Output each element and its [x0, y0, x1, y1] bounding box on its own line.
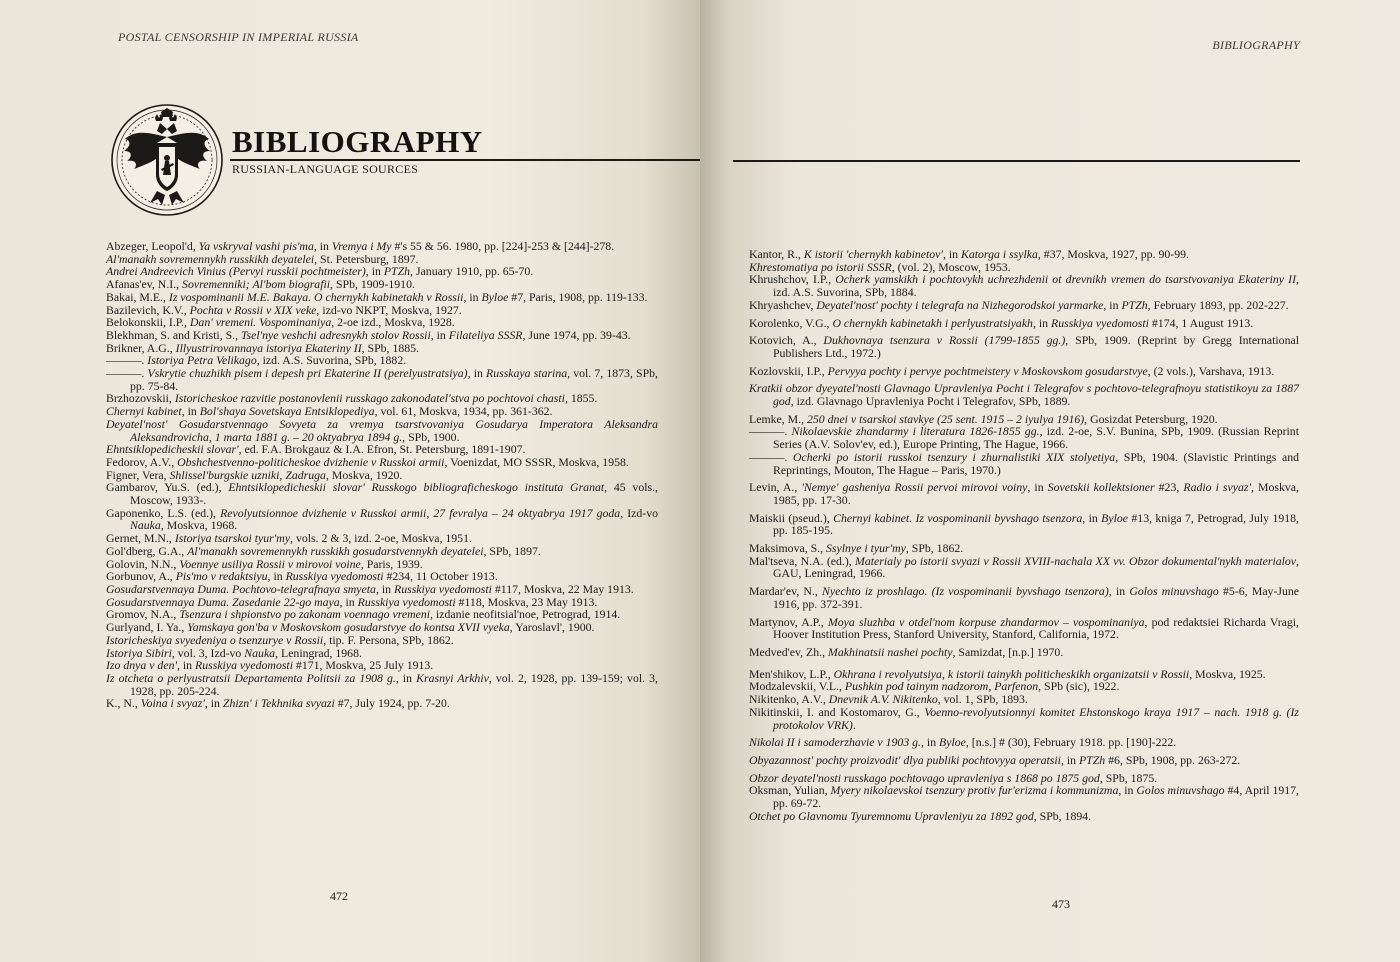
- bibliography-entry: [749, 585, 1299, 610]
- entry-text-segment: St. Petersburg, 1897.: [317, 251, 419, 266]
- entry-text-segment: , SPb, 1909. (Reprint by Gregg International Publishers Ltd., 1972.): [773, 333, 1299, 360]
- entry-text-segment: , in: [1060, 752, 1079, 767]
- entry-text-segment: Maiskii (pseud.),: [749, 510, 834, 525]
- entry-title-segment: Pochta v Rossii v XIX veke: [189, 302, 317, 317]
- entry-text-segment: , Yaroslavl', 1900.: [509, 620, 595, 635]
- entry-text-segment: , izd. 2-oe, S.V. Bunina, SPb, 1909. (Russian Reprint Series (A.V. Solov'ev, ed.), Europe Printing, The Hague, 1966.: [773, 424, 1299, 452]
- entry-title-segment: Ocherki po istorii russkoi tsenzury i zhurnalistiki XIX stolyetiya: [792, 449, 1116, 464]
- entry-title-segment: Voina i svyaz': [140, 696, 205, 711]
- entry-text-segment: Gaponenko, L.S. (ed.),: [106, 505, 221, 520]
- entry-text-segment: Brikner, A.G.,: [106, 340, 176, 355]
- entry-text-segment: , Samizdat, [n.p.] 1970.: [952, 644, 1064, 659]
- entry-text-segment: , Moskva, 1925.: [1189, 666, 1266, 681]
- entry-title-segment: Pervyya pochty i pervye pochtmeistery v Moskovskom gosudarstvye: [827, 363, 1148, 378]
- entry-text-segment: , (2 vols.), Varshava, 1913.: [1147, 363, 1275, 378]
- entry-title-segment: Katorga i ssylka: [960, 247, 1038, 261]
- entry-text-segment: , in: [1118, 783, 1137, 798]
- entry-text-segment: January 1910, pp. 65-70.: [413, 264, 534, 279]
- bibliography-list-right: [749, 248, 1299, 822]
- entry-title-segment: Golos minuvshago: [1136, 783, 1225, 798]
- entry-text-segment: , Leningrad, 1968.: [275, 645, 362, 660]
- right-page: [700, 0, 1400, 962]
- entry-text-segment: Nikitinskii, I. and Kostomarov, G.,: [749, 704, 925, 719]
- entry-title-segment: Revolyutsionnoe dvizhenie v Russkoi armii, 27 fevralya – 24 oktyabrya 1917 goda: [220, 505, 621, 520]
- entry-text-segment: , ed. F.A. Brokgauz & I.A. Efron, St. Petersburg, 1891-1907.: [238, 442, 526, 457]
- entry-text-segment: #'s 55 & 56. 1980, pp. [224]-253 & [244]-278.: [391, 239, 615, 253]
- entry-text-segment: , (vol. 2), Moscow, 1953.: [891, 259, 1011, 274]
- entry-text-segment: Medved'ev, Zh.,: [749, 644, 829, 659]
- entry-text-segment: Kotovich, A.,: [749, 333, 824, 348]
- entry-text-segment: Mardar'ev, N.,: [749, 584, 823, 599]
- entry-title-segment: Istoriya tsarskoi tyur'my: [174, 531, 291, 546]
- entry-text-segment: , in: [921, 735, 940, 750]
- page-title: BIBLIOGRAPHY: [232, 124, 483, 159]
- entry-title-segment: Ocherk yamskikh i pochtovykh uchrezhdenii ot drevnikh vremen do tsarstvovaniya Ekateriny II: [835, 272, 1297, 287]
- entry-title-segment: Byloe: [481, 289, 509, 304]
- entry-text-segment: , in: [1027, 480, 1048, 495]
- entry-title-segment: 250 dnei v tsarskoi stavkye (25 sent. 1915 – 2 iyulya 1916): [807, 411, 1085, 426]
- entry-title-segment: Istoricheskiya svyedeniya o tsenzurye v Rossii: [106, 632, 324, 647]
- entry-text-segment: Figner, Vera,: [106, 467, 170, 482]
- entry-text-segment: ———.: [749, 424, 792, 439]
- entry-title-segment: Voennye usiliya Rossii v mirovoi voine: [179, 556, 361, 571]
- entry-title-segment: Nauka: [244, 645, 276, 660]
- entry-text-segment: , SPb, 1875.: [1099, 770, 1158, 785]
- entry-text-segment: #174, 1 August 1913.: [1148, 315, 1254, 330]
- entry-text-segment: Abzeger, Leopol'd,: [106, 239, 199, 253]
- entry-title-segment: Ehntsiklopedicheskii slovar' Russkogo bibliograficheskogo instituta Granat: [228, 480, 605, 495]
- bibliography-entry: [749, 646, 1299, 659]
- entry-text-segment: , izdanie neofitsial'noe, Petrograd, 1914.: [430, 607, 621, 622]
- entry-text-segment: , in: [267, 569, 286, 584]
- entry-text-segment: Khryashchev,: [749, 297, 817, 312]
- entry-title-segment: Byloe: [939, 735, 966, 750]
- entry-text-segment: Gromov, N.A.,: [106, 607, 180, 622]
- entry-title-segment: Filateliya SSSR,: [448, 327, 526, 342]
- entry-title-segment: Sovremenniki; Al'bom biografii: [182, 277, 331, 292]
- entry-text-segment: , in: [942, 247, 961, 261]
- entry-text-segment: Gambarov, Yu.S. (ed.),: [106, 480, 229, 495]
- bibliography-entry: [749, 425, 1299, 450]
- entry-text-segment: .: [852, 717, 856, 732]
- entry-title-segment: Byloe: [1101, 510, 1129, 525]
- entry-text-segment: vol. 7, 1873, SPb, pp. 75-84.: [130, 366, 659, 393]
- entry-title-segment: Kratkii obzor dyeyatel'nosti Glavnago Upravleniya Pocht i Telegrafov s pochtovo-telegrafnoyu statistikoyu za 1887 god: [749, 381, 1299, 409]
- entry-text-segment: #6, SPb, 1908, pp. 263-272.: [1105, 752, 1241, 767]
- bibliography-entry: [106, 367, 658, 392]
- entry-title-segment: Dan' vremeni. Vospominaniya: [189, 315, 332, 330]
- entry-text-segment: #117, Moskva, 22 May 1913.: [491, 581, 634, 596]
- entry-text-segment: , Moskva, 1985, pp. 17-30.: [773, 480, 1299, 507]
- entry-text-segment: #4, April 1917, pp. 69-72.: [773, 783, 1299, 811]
- entry-text-segment: , [n.s.] # (30), February 1918. pp. [190]-222.: [965, 735, 1177, 750]
- entry-text-segment: Blekhman, S. and Kristi, S.,: [106, 327, 242, 342]
- bibliography-entry: [749, 784, 1299, 809]
- entry-text-segment: , in: [313, 239, 332, 253]
- entry-text-segment: , Izd-vo: [620, 505, 659, 520]
- entry-text-segment: , in: [177, 658, 196, 673]
- entry-text-segment: , 2-oe izd., Moskva, 1928.: [331, 315, 455, 330]
- entry-title-segment: Bol'shaya Sovetskaya Entsiklopediya: [199, 404, 375, 419]
- entry-text-segment: #23,: [1154, 480, 1184, 495]
- entry-title-segment: Yamskaya gon'ba v Moskovskom gosudarstvye do kontsa XVII vyeka: [187, 620, 510, 635]
- entry-text-segment: ———.: [106, 353, 148, 368]
- entry-title-segment: Nauka: [130, 518, 161, 533]
- entry-text-segment: , vol. 1, SPb, 1893.: [937, 692, 1028, 707]
- entry-title-segment: Iz otcheta o perlyustratsii Departamenta Politsii za 1908 g.: [106, 670, 396, 685]
- entry-text-segment: Gurlyand, I. Ya.,: [106, 620, 188, 635]
- entry-text-segment: , SPb (sic), 1922.: [1038, 679, 1120, 694]
- entry-text-segment: #7, Paris, 1908, pp. 119-133.: [508, 289, 648, 304]
- title-rule-right: [733, 160, 1300, 162]
- entry-text-segment: #118, Moskva, 23 May 1913.: [455, 594, 598, 609]
- bibliography-entry: [106, 672, 658, 697]
- entry-title-segment: Gosudarstvennaya Duma. Pochtovo-telegrafnaya smyeta: [106, 581, 376, 596]
- entry-title-segment: Otchet po Glavnomu Tyuremnomu Upravleniyu za 1892 god: [749, 808, 1034, 823]
- entry-text-segment: , vol. 61, Moskva, 1934, pp. 361-362.: [374, 404, 553, 419]
- entry-text-segment: Levin, A.,: [749, 480, 802, 495]
- entry-title-segment: Pushkin pod tainym nadzorom, Parfenon: [844, 679, 1039, 694]
- entry-title-segment: Ssylnye i tyur'my: [826, 541, 906, 556]
- entry-text-segment: in: [470, 366, 487, 381]
- entry-text-segment: , in: [1103, 297, 1122, 312]
- entry-title-segment: Istoricheskoe razvitie postanovlenii russkago zakonodatel'stva po pochtovoi chasti: [174, 391, 565, 406]
- entry-title-segment: Pis'mo v redaktsiyu: [175, 569, 268, 584]
- bibliography-entry: [749, 481, 1299, 506]
- entry-title-segment: Voenno-revolyutsionnyi komitet Ehstonskogo kraya 1917 – nach. 1918 g. (Iz protokolov VRK): [773, 704, 1299, 732]
- entry-title-segment: Russkiya vyedomosti: [195, 658, 293, 673]
- entry-text-segment: , Paris, 1939.: [360, 556, 423, 571]
- entry-text-segment: , in: [204, 696, 223, 711]
- entry-title-segment: Deyatel'nost' Gosudarstvennago Sovyeta za vremya tsarstvovaniya Gosudarya Imperatora Aleksandra Aleksandrovicha, 1 marta 1881 g. – 20 oktyabrya 1894 g.: [106, 416, 658, 444]
- entry-text-segment: , SPb, 1904. (Slavistic Printings and Reprintings, Mouton, The Hague – Paris, 1970.): [773, 449, 1299, 477]
- bibliography-list-left: [106, 240, 658, 710]
- entry-text-segment: #171, Moskva, 25 July 1913.: [292, 658, 434, 673]
- entry-title-segment: Obyazannost' pochty proizvodit' dlya publiki pochtovyya operatsii: [749, 752, 1061, 767]
- entry-text-segment: , in: [1108, 584, 1130, 599]
- bibliography-entry: [749, 334, 1299, 359]
- entry-text-segment: Martynov, A.P.,: [749, 614, 828, 629]
- entry-text-segment: Kozlovskii, I.P.,: [749, 363, 828, 378]
- entry-text-segment: , Gosizdat Petersburg, 1920.: [1084, 411, 1218, 426]
- page-number-left: 472: [330, 889, 348, 903]
- entry-text-segment: #234, 11 October 1913.: [383, 569, 498, 584]
- bibliography-entry: [749, 273, 1299, 298]
- entry-title-segment: Dukhovnaya tsenzura v Rossii (1799-1855 gg.): [823, 333, 1066, 348]
- bibliography-entry: [749, 706, 1299, 731]
- entry-title-segment: Obzor deyatel'nosti russkago pochtovago upravleniya s 1868 po 1875 god: [749, 770, 1100, 785]
- entry-text-segment: Belokonskii, I.P.,: [106, 315, 190, 330]
- entry-text-segment: Fedorov, A.V.,: [106, 454, 178, 469]
- entry-title-segment: Zhizn' i Tekhnika svyazi: [222, 696, 335, 711]
- entry-text-segment: Bakai, M.E.,: [106, 289, 169, 304]
- entry-title-segment: Golos minuvshago: [1129, 584, 1219, 599]
- entry-title-segment: Russkiya vyedomosti: [394, 581, 492, 596]
- entry-title-segment: Istoriya Sibiri: [106, 645, 172, 660]
- bibliography-entry: [749, 299, 1299, 312]
- entry-text-segment: , izd. A.S. Suvorina, SPb, 1884.: [773, 272, 1299, 300]
- entry-text-segment: , Voenizdat, MO SSSR, Moskva, 1958.: [444, 454, 629, 469]
- entry-title-segment: Okhrana i revolyutsiya, k istorii tainykh politicheskikh organizatsii v Rossii: [833, 666, 1190, 681]
- bibliography-entry: [749, 317, 1299, 330]
- bibliography-entry: [749, 555, 1299, 580]
- title-rule-left: [230, 159, 700, 161]
- entry-title-segment: Shlissel'burgskie uzniki, Zadruga: [169, 467, 326, 482]
- entry-title-segment: Russkiya vyedomosti: [285, 569, 384, 584]
- entry-text-segment: Gol'dberg, G.A.,: [106, 543, 188, 558]
- entry-text-segment: , SPb, 1862.: [905, 541, 964, 556]
- entry-title-segment: Al'manakh sovremennykh russkikh gosudarstvennykh deyatelei: [187, 543, 484, 558]
- entry-title-segment: Andrei Andreevich Vinius (Pervyi russkii pochtmeister),: [106, 264, 369, 279]
- entry-title-segment: O chernykh kabinetakh i perlyustratsiyakh: [832, 315, 1033, 330]
- running-head-left: POSTAL CENSORSHIP IN IMPERIAL RUSSIA: [118, 30, 359, 44]
- entry-title-segment: Russkiya vyedomosti: [357, 594, 456, 609]
- entry-title-segment: PTZh,: [383, 264, 414, 279]
- entry-text-segment: Bazilevich, K.V.,: [106, 302, 190, 317]
- entry-text-segment: , in: [430, 327, 449, 342]
- entry-text-segment: #5-6, May-June 1916, pp. 372-391.: [773, 584, 1299, 611]
- entry-title-segment: Iz vospominanii M.E. Bakaya. O chernykh kabinetakh v Rossii: [168, 289, 464, 304]
- bibliography-entry: [106, 507, 658, 532]
- entry-text-segment: June 1974, pp. 39-43.: [525, 327, 631, 342]
- entry-title-segment: Illyustrirovannaya istoriya Ekateriny II: [175, 340, 362, 355]
- entry-text-segment: , February 1893, pp. 202-227.: [1147, 297, 1289, 312]
- bibliography-entry: [749, 365, 1299, 378]
- entry-title-segment: Chernyi kabinet: [106, 404, 182, 419]
- entry-title-segment: Ya vskryval vashi pis'ma: [198, 239, 314, 253]
- entry-text-segment: , izd. Glavnago Upravleniya Pocht i Telegrafov, SPb, 1889.: [790, 394, 1071, 409]
- bibliography-entry: [749, 616, 1299, 641]
- entry-text-segment: ———.: [749, 449, 793, 464]
- entry-text-segment: Nikitenko, A.V.,: [749, 692, 829, 707]
- bibliography-entry: [749, 382, 1299, 407]
- entry-title-segment: Khrestomatiya po istorii SSSR: [749, 259, 892, 274]
- entry-title-segment: PTZh: [1121, 297, 1148, 312]
- entry-text-segment: , #37, Moskva, 1927, pp. 90-99.: [1037, 247, 1189, 261]
- entry-title-segment: Dnevnik A.V. Nikitenko: [828, 692, 938, 707]
- bibliography-entry: [749, 451, 1299, 476]
- entry-text-segment: , 45 vols., Moscow, 1933-.: [130, 480, 658, 508]
- entry-text-segment: Gernet, M.N.,: [106, 531, 175, 546]
- entry-title-segment: Nyechto iz proshlago. (Iz vospominanii byvshago tsenzora): [822, 584, 1109, 599]
- entry-text-segment: , pod redaktsiei Richarda Vragi, Hoover Institution Press, Stanford University, Stanford, California, 1972.: [773, 614, 1299, 642]
- entry-title-segment: K istorii 'chernykh kabinetov': [803, 247, 943, 261]
- bibliography-entry: [106, 418, 658, 443]
- entry-text-segment: #13, kniga 7, Petrograd, July 1918, pp. 185-195.: [773, 510, 1299, 538]
- entry-title-segment: Russkiya vyedomosti: [1051, 315, 1149, 330]
- entry-text-segment: , Moskva, 1920.: [325, 467, 403, 482]
- running-head-right: BIBLIOGRAPHY: [1212, 38, 1300, 52]
- entry-text-segment: Afanas'ev, N.I.,: [106, 277, 183, 292]
- entry-text-segment: #7, July 1924, pp. 7-20.: [334, 696, 450, 711]
- entry-title-segment: Gosudarstvennaya Duma. Zasedanie 22-go maya: [106, 594, 340, 609]
- entry-title-segment: Vremya i My: [331, 239, 392, 253]
- entry-title-segment: Deyatel'nost' pochty i telegrafa na Nizhegorodskoi yarmarke: [816, 297, 1104, 312]
- entry-title-segment: Chernyi kabinet. Iz vospominanii byvshago tsenzora: [833, 510, 1083, 525]
- entry-text-segment: , in: [1032, 315, 1051, 330]
- entry-text-segment: , izd-vo NKPT, Moskva, 1927.: [316, 302, 462, 317]
- entry-text-segment: , 1855.: [564, 391, 598, 406]
- entry-text-segment: , vol. 2, 1928, pp. 139-159; vol. 3, 1928, pp. 205-224.: [130, 670, 658, 698]
- bibliography-entry: [106, 697, 658, 710]
- entry-title-segment: Radio i svyaz': [1183, 480, 1252, 495]
- entry-text-segment: Korolenko, V.G.,: [749, 315, 833, 330]
- entry-text-segment: Lemke, M.,: [749, 411, 807, 426]
- entry-text-segment: , in: [463, 289, 482, 304]
- entry-text-segment: , in: [375, 581, 394, 596]
- entry-text-segment: , SPb, 1885.: [361, 340, 420, 355]
- entry-title-segment: Istoriya Petra Velikago: [147, 353, 257, 368]
- entry-title-segment: Obshchestvenno-politicheskoe dvizhenie v Russkoi armii: [177, 454, 445, 469]
- entry-text-segment: Men'shikov, L.P.,: [749, 666, 834, 681]
- entry-title-segment: Al'manakh sovremennykh russkikh deyatelei,: [106, 251, 318, 266]
- entry-text-segment: Mal'tseva, N.A. (ed.),: [749, 553, 855, 568]
- imperial-eagle-seal-icon: [110, 103, 224, 217]
- entry-title-segment: Izo dnya v den': [106, 658, 177, 673]
- entry-text-segment: , SPb, 1909-1910.: [330, 277, 415, 292]
- entry-text-segment: Golovin, N.N.,: [106, 556, 180, 571]
- entry-title-segment: Tsenzura i shpionstvo po zakonam voennago vremeni: [179, 607, 431, 622]
- bibliography-entry: [106, 481, 658, 506]
- entry-text-segment: , tip. F. Persona, SPb, 1862.: [323, 632, 454, 647]
- entry-text-segment: , SPb, 1900.: [402, 429, 460, 444]
- entry-title-segment: Ehntsiklopedicheskii slovar': [106, 442, 239, 457]
- entry-title-segment: Nikolaevskie zhandarmy i literatura 1826-1855 gg.: [791, 424, 1040, 439]
- entry-text-segment: Maksimova, S.,: [749, 541, 827, 556]
- section-subtitle: RUSSIAN-LANGUAGE SOURCES: [232, 162, 419, 176]
- entry-title-segment: PTZh: [1078, 752, 1106, 767]
- entry-text-segment: , in: [181, 404, 200, 419]
- entry-text-segment: , vols. 2 & 3, izd. 2-oe, Moskva, 1951.: [290, 531, 472, 546]
- entry-title-segment: Materialy po istorii svyazi v Rossii XVIII-nachala XX vv. Obzor dokumental'nykh materialov: [855, 553, 1297, 568]
- entry-title-segment: Krasnyi Arkhiv: [416, 670, 489, 685]
- bibliography-entry: [749, 512, 1299, 537]
- entry-text-segment: Modzalevskii, V.L.,: [749, 679, 845, 694]
- entry-text-segment: , in: [395, 670, 417, 685]
- entry-text-segment: , GAU, Leningrad, 1966.: [773, 553, 1299, 581]
- entry-text-segment: , izd. A.S. Suvorina, SPb, 1882.: [256, 353, 407, 368]
- entry-text-segment: Brzhozovskii,: [106, 391, 175, 406]
- entry-text-segment: , in: [339, 594, 358, 609]
- bibliography-entry: [749, 736, 1299, 749]
- entry-text-segment: , Moskva, 1968.: [160, 518, 238, 533]
- page-number-right: 473: [1052, 897, 1070, 911]
- bibliography-entry: [749, 810, 1299, 823]
- entry-text-segment: , in: [1082, 510, 1102, 525]
- entry-text-segment: , vol. 3, Izd-vo: [171, 645, 245, 660]
- entry-title-segment: Moya sluzhba v otdel'nom korpuse zhandarmov – vospominaniya: [827, 614, 1145, 629]
- entry-text-segment: ———.: [106, 366, 148, 381]
- entry-text-segment: Kantor, R.,: [749, 247, 804, 261]
- entry-text-segment: , SPb, 1894.: [1033, 808, 1092, 823]
- entry-title-segment: Sovetskii kollektsioner: [1047, 480, 1155, 495]
- entry-text-segment: Khrushchov, I.P.,: [749, 272, 836, 287]
- entry-title-segment: Tsel'nye veshchi adresnykh stolov Rossii: [241, 327, 431, 342]
- entry-title-segment: 'Nemye' gasheniya Rossii pervoi mirovoi voiny: [801, 480, 1028, 495]
- entry-text-segment: Gorbunov, A.,: [106, 569, 176, 584]
- entry-title-segment: Russkaya starina,: [486, 366, 571, 381]
- entry-text-segment: Oksman, Yulian,: [749, 783, 831, 798]
- entry-text-segment: K., N.,: [106, 696, 141, 711]
- bibliography-entry: [749, 754, 1299, 767]
- entry-title-segment: Makhinatsii nashei pochty: [828, 644, 953, 659]
- entry-text-segment: , SPb, 1897.: [483, 543, 541, 558]
- entry-title-segment: Vskrytie chuzhikh pisem i depesh pri Ekaterine II (perelyustratsiya),: [147, 366, 471, 381]
- entry-text-segment: in: [368, 264, 384, 279]
- entry-title-segment: Nikolai II i samoderzhavie v 1903 g.: [749, 735, 922, 750]
- entry-title-segment: Myery nikolaevskoi tsenzury protiv fur'erizma i kommunizma: [830, 783, 1119, 798]
